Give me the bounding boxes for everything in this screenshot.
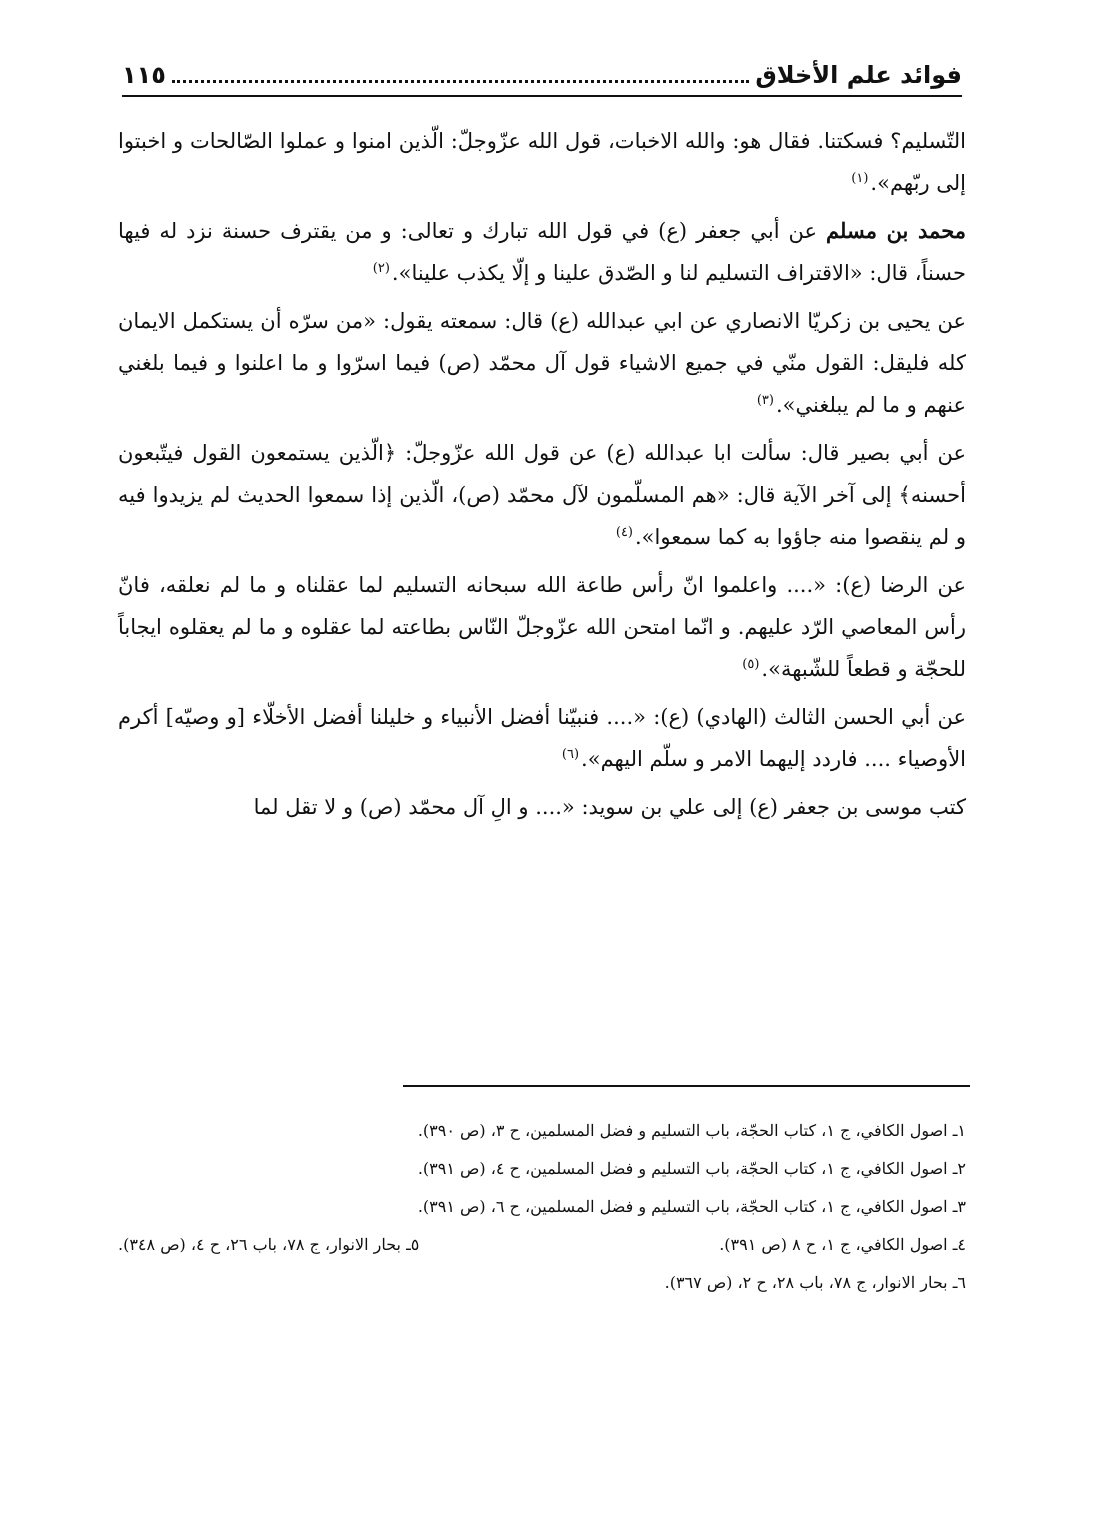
header-title: فوائد علم الأخلاق: [755, 61, 962, 89]
header-dot-leader: [172, 80, 749, 83]
paragraph-text: عن أبي جعفر (ع) في قول الله تبارك و تعالى: و من يقترف حسنة نزد له فيها حسناً، قال: «الاقتراف التسليم لنا و الصّدق علينا و إلّا يكذب علينا».: [118, 219, 966, 285]
footnote-ref: (٦): [561, 747, 580, 762]
paragraph-text: عن يحيى بن زكريّا الانصاري عن ابي عبدالله (ع) قال: سمعته يقول: «من سرّه أن يستكمل الايمان كله فليقل: القول منّي في جميع الاشياء قول آل محمّد (ص) فيما اسرّوا و ما اعلنوا و فيما بلغني عنهم و ما لم يبلغني».: [118, 309, 966, 417]
paragraph-text: كتب موسى بن جعفر (ع) إلى علي بن سويد: «.... و الِ آل محمّد (ص) و لا تقل لما: [253, 795, 966, 819]
footnote-ref: (٥): [742, 657, 760, 672]
paragraph-5: [118, 564, 966, 690]
body-text: [118, 120, 966, 834]
footnote-4: ٤ـ اصول الكافي، ج ١، ح ٨ (ص ٣٩١).: [719, 1235, 966, 1254]
footnotes: [118, 1112, 966, 1302]
footnote-1: ١ـ اصول الكافي، ج ١، كتاب الحجّة، باب التسليم و فضل المسلمين، ح ٣، (ص ٣٩٠).: [417, 1121, 966, 1140]
footnote-6: ٦ـ بحار الانوار، ج ٧٨، باب ٢٨، ح ٢، (ص ٣٦٧).: [664, 1273, 966, 1292]
page-number: ١١٥: [122, 61, 166, 89]
paragraph-text: عن أبي بصير قال: سألت ابا عبدالله (ع) عن قول الله عزّوجلّ: ﴿الّذين يستمعون القول فيتّبعون أحسنه﴾ إلى آخر الآية قال: «هم المسلّمون لآل محمّد (ص)، الّذين إذا سمعوا الحديث لم يزيدوا فيه و لم ينقصوا منه جاؤوا به كما سمعوا».: [118, 441, 966, 549]
footnote-rule: [403, 1085, 970, 1087]
footnote-ref: (٤): [615, 525, 633, 540]
footnote-row-4-5: [118, 1226, 966, 1264]
paragraph-text: عن الرضا (ع): «.... واعلموا انّ رأس طاعة الله سبحانه التسليم لما عقلناه و ما لم نعلقه، فانّ رأس المعاصي الرّد عليهم. و انّما امتحن الله عزّوجلّ النّاس بطاعته لما عقلوه و ما لم يعقلوه ايجاباً للحجّة و قطعاً للشّبهة».: [118, 573, 966, 681]
footnote-ref: (٣): [756, 393, 774, 408]
footnote-5: ٥ـ بحار الانوار، ج ٧٨، باب ٢٦، ح ٤، (ص ٣٤٨).: [118, 1235, 420, 1254]
footnote-ref: (٢): [372, 261, 390, 276]
paragraph-3: [118, 300, 966, 426]
footnote-2: ٢ـ اصول الكافي، ج ١، كتاب الحجّة، باب التسليم و فضل المسلمين، ح ٤، (ص ٣٩١).: [417, 1159, 966, 1178]
paragraph-7: [118, 786, 966, 828]
paragraph-text: التّسليم؟ فسكتنا. فقال هو: والله الاخبات، قول الله عزّوجلّ: الّذين امنوا و عملوا الصّالحات و اخبتوا إلى ربّهم».: [118, 129, 966, 195]
paragraph-6: [118, 696, 966, 780]
paragraph-1: [118, 120, 966, 204]
footnote-ref: (١): [851, 171, 869, 186]
footnote-3: ٣ـ اصول الكافي، ج ١، كتاب الحجّة، باب التسليم و فضل المسلمين، ح ٦، (ص ٣٩١).: [417, 1197, 966, 1216]
header-rule: [122, 95, 962, 97]
paragraph-2: [118, 210, 966, 294]
paragraph-4: [118, 432, 966, 558]
paragraph-text: عن أبي الحسن الثالث (الهادي) (ع): «.... فنبيّنا أفضل الأنبياء و خليلنا أفضل الأخلّاء [و وصيّه] أكرم الأوصياء .... فاردد إليهما الامر و سلّم اليهم».: [118, 705, 966, 771]
paragraph-lead: محمد بن مسلم: [826, 218, 966, 243]
running-header: [122, 44, 962, 92]
